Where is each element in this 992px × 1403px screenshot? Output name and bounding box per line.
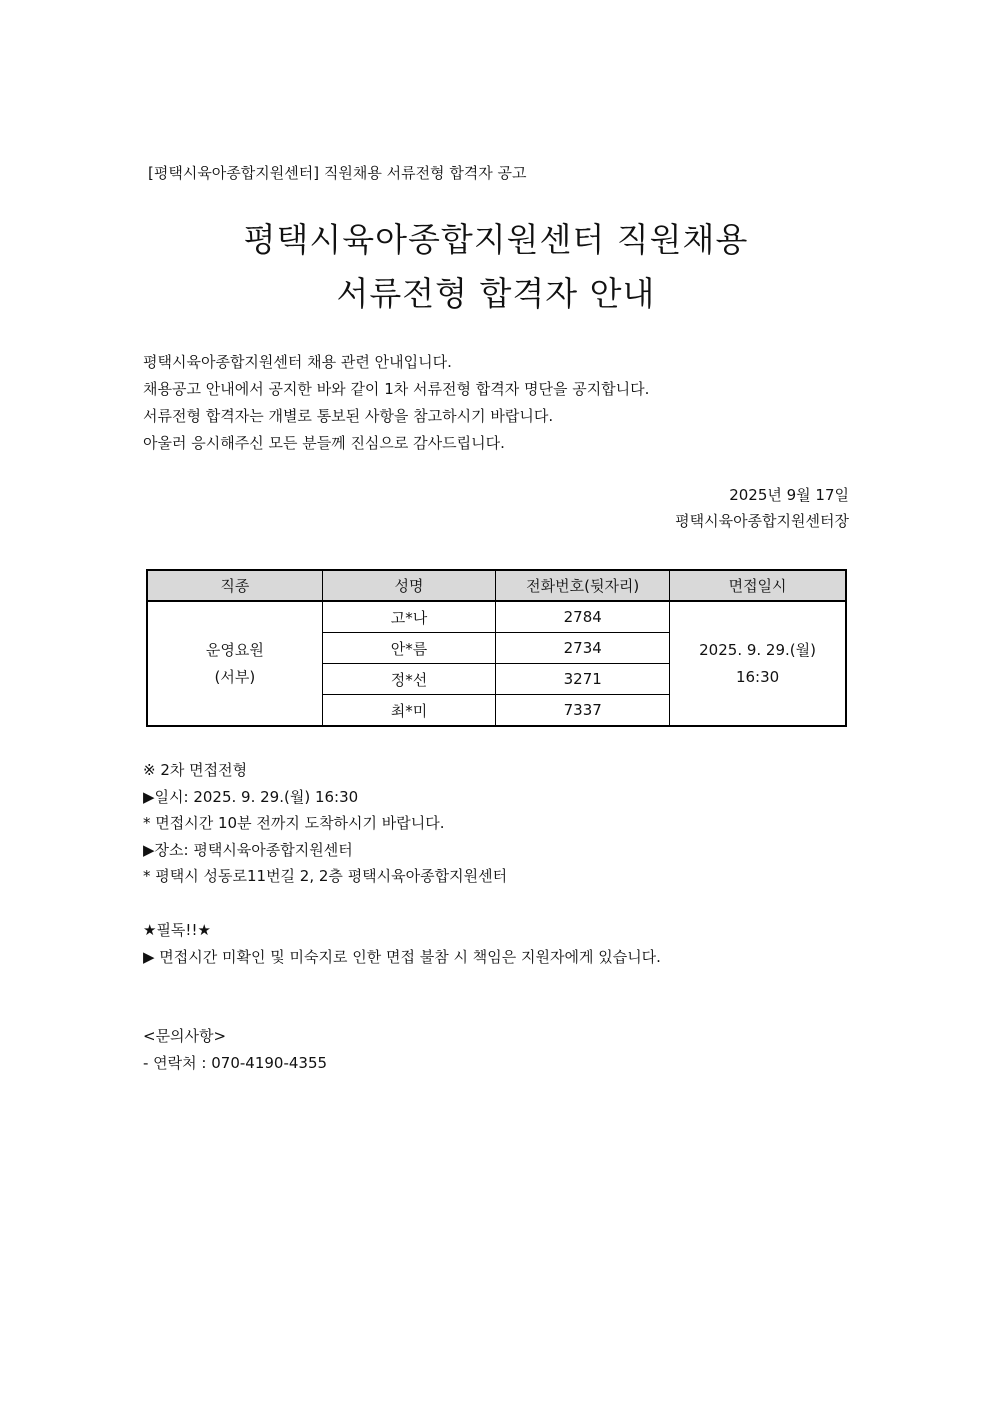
job-type: 운영요원 bbox=[205, 640, 264, 659]
intro-line: 채용공고 안내에서 공지한 바와 같이 1차 서류전형 합격자 명단을 공지합니다. bbox=[143, 380, 650, 398]
document-header: [평택시육아종합지원센터] 직원채용 서류전형 합격자 공고 bbox=[148, 164, 527, 182]
intro-line: 아울러 응시해주신 모든 분들께 진심으로 감사드립니다. bbox=[143, 434, 505, 452]
applicant-phone: 3271 bbox=[496, 664, 670, 695]
header-interview: 면접일시 bbox=[670, 570, 846, 601]
contact-title: <문의사항> bbox=[143, 1027, 227, 1045]
table-header-row bbox=[147, 570, 846, 601]
notice-date: 2025년 9월 17일 bbox=[729, 486, 849, 504]
interview-date: 2025. 9. 29.(월) bbox=[699, 640, 816, 659]
interview-notes bbox=[143, 757, 507, 890]
job-region: (서부) bbox=[214, 667, 256, 686]
applicant-name: 안*름 bbox=[322, 633, 496, 664]
note-line: ▶일시: 2025. 9. 29.(월) 16:30 bbox=[143, 787, 359, 806]
applicant-phone: 7337 bbox=[496, 695, 670, 727]
passed-applicants-table bbox=[146, 569, 847, 727]
must-read-notice bbox=[143, 917, 661, 971]
note-line: * 면접시간 10분 전까지 도착하시기 바랍니다. bbox=[143, 814, 445, 832]
contact-phone: - 연락처 : 070-4190-4355 bbox=[143, 1054, 328, 1072]
title-line-1: 평택시육아종합지원센터 직원채용 bbox=[243, 220, 749, 259]
signature-block bbox=[675, 482, 849, 534]
issuer: 평택시육아종합지원센터장 bbox=[675, 512, 849, 530]
note-line: ※ 2차 면접전형 bbox=[143, 761, 248, 779]
intro-line: 서류전형 합격자는 개별로 통보된 사항을 참고하시기 바랍니다. bbox=[143, 407, 554, 425]
notice-text: ▶ 면접시간 미확인 및 미숙지로 인한 면접 불참 시 책임은 지원자에게 있습니다. bbox=[143, 948, 661, 966]
applicant-name: 정*선 bbox=[322, 664, 496, 695]
intro-line: 평택시육아종합지원센터 채용 관련 안내입니다. bbox=[143, 353, 452, 371]
applicant-name: 최*미 bbox=[322, 695, 496, 727]
notice-title: ★필독!!★ bbox=[143, 921, 211, 939]
header-phone: 전화번호(뒷자리) bbox=[496, 570, 670, 601]
job-type-cell bbox=[147, 601, 322, 726]
note-line: ▶장소: 평택시육아종합지원센터 bbox=[143, 840, 353, 859]
applicant-name: 고*나 bbox=[322, 601, 496, 633]
note-line: * 평택시 성동로11번길 2, 2층 평택시육아종합지원센터 bbox=[143, 867, 508, 885]
interview-cell bbox=[670, 601, 846, 726]
intro-paragraph bbox=[143, 349, 649, 457]
applicant-phone: 2784 bbox=[496, 601, 670, 633]
header-name: 성명 bbox=[322, 570, 496, 601]
title-line-2: 서류전형 합격자 안내 bbox=[336, 274, 656, 313]
applicant-phone: 2734 bbox=[496, 633, 670, 664]
contact-section bbox=[143, 1023, 327, 1077]
table-row bbox=[147, 601, 846, 633]
header-job-type: 직종 bbox=[147, 570, 322, 601]
interview-time: 16:30 bbox=[735, 667, 780, 686]
